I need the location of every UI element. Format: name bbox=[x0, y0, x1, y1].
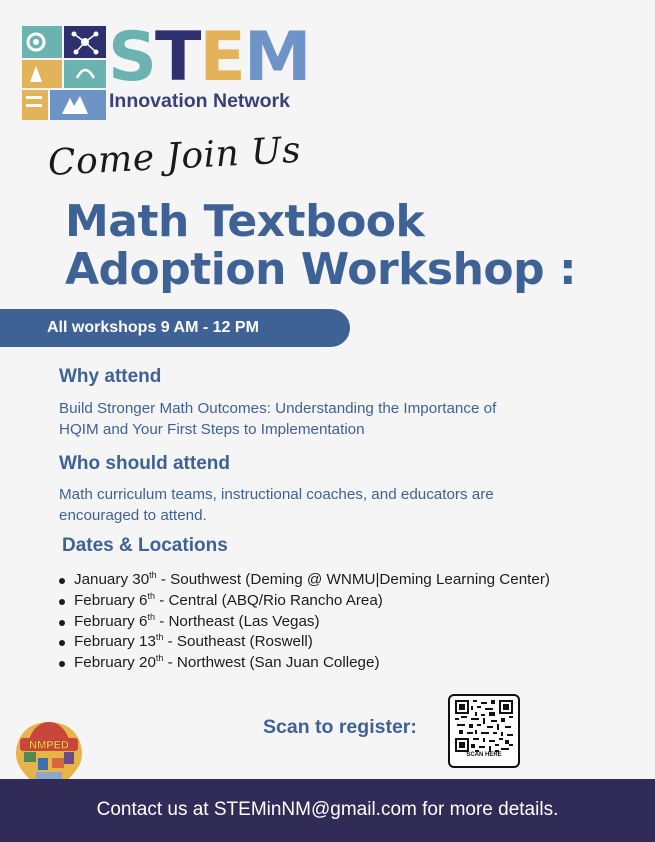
nmped-logo-text: NMPED bbox=[29, 739, 69, 752]
date-item: January 30th - Southwest (Deming @ WNMU|Deming Learning Center) bbox=[56, 570, 550, 591]
scan-to-register-label: Scan to register: bbox=[263, 716, 417, 738]
logo-letter-m: M bbox=[243, 18, 310, 97]
date-item: February 6th - Central (ABQ/Rio Rancho Area) bbox=[56, 591, 550, 612]
logo-letter-s: S bbox=[108, 18, 155, 97]
logo-subtitle: Innovation Network bbox=[109, 90, 290, 112]
who-should-attend-body bbox=[59, 484, 589, 526]
who-attend-line-1: Math curriculum teams, instructional coaches, and educators are bbox=[59, 486, 494, 503]
dates-locations-heading: Dates & Locations bbox=[62, 535, 228, 556]
page-title bbox=[65, 198, 645, 294]
title-line-2: Adoption Workshop : bbox=[65, 244, 577, 295]
date-item: February 20th - Northwest (San Juan College) bbox=[56, 653, 550, 674]
footer-contact-text: Contact us at STEMinNM@gmail.com for more details. bbox=[96, 799, 559, 820]
logo-stem-wordmark bbox=[108, 18, 310, 98]
schedule-banner bbox=[0, 309, 350, 347]
date-item: February 6th - Northeast (Las Vegas) bbox=[56, 612, 550, 633]
qr-code-icon bbox=[455, 700, 513, 752]
stem-logo-icon bbox=[22, 26, 106, 120]
register-qr-code[interactable] bbox=[448, 694, 520, 768]
why-attend-heading: Why attend bbox=[59, 366, 162, 387]
who-attend-line-2: encouraged to attend. bbox=[59, 507, 207, 524]
logo-letter-t: T bbox=[154, 18, 200, 97]
stem-innovation-network-logo bbox=[22, 18, 322, 122]
logo-letter-e: E bbox=[199, 18, 244, 97]
why-attend-body bbox=[59, 398, 579, 440]
footer-bar bbox=[0, 779, 655, 842]
schedule-banner-text: All workshops 9 AM - 12 PM bbox=[47, 319, 259, 336]
intro-script: Come Join Us bbox=[46, 129, 302, 184]
who-should-attend-heading: Who should attend bbox=[59, 453, 230, 474]
why-attend-line-2: HQIM and Your First Steps to Implementation bbox=[59, 421, 365, 438]
dates-list bbox=[56, 570, 550, 674]
qr-caption: SCAN HERE bbox=[466, 752, 502, 758]
why-attend-line-1: Build Stronger Math Outcomes: Understanding the Importance of bbox=[59, 400, 497, 417]
title-line-1: Math Textbook bbox=[65, 196, 425, 247]
date-item: February 13th - Southeast (Roswell) bbox=[56, 632, 550, 653]
